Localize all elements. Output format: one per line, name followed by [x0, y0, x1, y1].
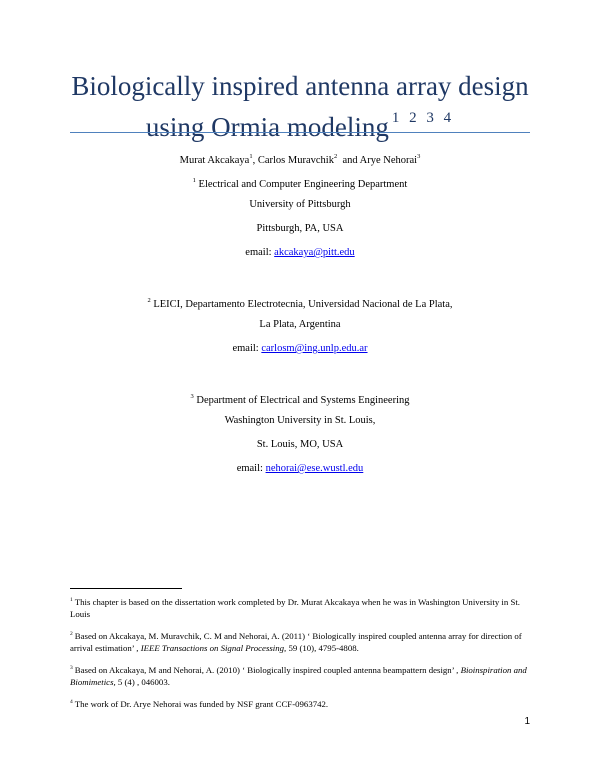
affiliation-1-email-label: email: [245, 247, 272, 258]
author-1-name: Murat Akcakaya [179, 155, 250, 166]
footnote-3-journal: Bioinspiration and Biomimetics, [70, 665, 527, 687]
affiliation-3-dept [40, 390, 560, 407]
affiliation-3-email-label: email: [236, 463, 263, 474]
author-3-name: Arye Nehorai [359, 155, 418, 166]
title-line-2 [40, 102, 560, 143]
title-divider [70, 132, 530, 133]
affiliation-2-mark: 2 [147, 297, 151, 304]
footnote-4-mark: 4 [70, 699, 73, 705]
footnote-4 [70, 696, 540, 710]
footnote-2 [70, 628, 540, 654]
affiliation-3-email-link[interactable]: nehorai@ese.wustl.edu [265, 463, 364, 474]
author-separator-2: and [342, 155, 358, 166]
affiliation-1-email-line [40, 246, 560, 259]
footnote-3-details: 5 (4) , 046003. [117, 677, 170, 687]
footnote-3 [70, 662, 540, 688]
affiliation-3-dept-text: Department of Electrical and Systems Engineering [196, 395, 410, 406]
footnote-divider [70, 588, 182, 589]
author-1-mark: 1 [249, 153, 253, 160]
affiliation-1-dept-text: Electrical and Computer Engineering Department [198, 179, 408, 190]
affiliation-2-email-link[interactable]: carlosm@ing.unlp.edu.ar [261, 343, 368, 354]
page-number: 1 [524, 716, 530, 727]
footnote-4-text: The work of Dr. Arye Nehorai was funded by NSF grant CCF-0963742. [74, 699, 329, 709]
footnote-3-text: Based on Akcakaya, M and Nehorai, A. (2010) ‘ Biologically inspired coupled antenna beampattern design’ , [74, 665, 459, 675]
footnote-2-text: Based on Akcakaya, M. Muravchik, C. M and Nehorai, A. (2011) ‘ Biologically inspired coupled antenna array for direction of arrival estimation’ , [70, 631, 522, 653]
title-line-2-text: using Ormia modeling [145, 112, 389, 142]
affiliation-2-email-label: email: [232, 343, 259, 354]
affiliation-3-university: Washington University in St. Louis, [224, 415, 376, 426]
footnote-1-text: This chapter is based on the dissertation work completed by Dr. Murat Akcakaya when he was in Washington University in St. Louis [70, 597, 520, 619]
affiliation-2-dept [40, 294, 560, 311]
author-separator-1: , [252, 155, 258, 166]
affiliation-1-mark: 1 [192, 177, 196, 184]
affiliation-2-location: La Plata, Argentina [259, 319, 341, 330]
affiliation-1-location: Pittsburgh, PA, USA [256, 223, 344, 234]
author-2-mark: 2 [333, 153, 338, 160]
author-line [40, 150, 560, 167]
affiliation-3-location: St. Louis, MO, USA [256, 439, 344, 450]
affiliation-3-mark: 3 [190, 393, 194, 400]
affiliation-2-email-line [40, 342, 560, 355]
affiliation-2-dept-text: LEICI, Departamento Electrotecnia, Universidad Nacional de La Plata, [153, 299, 453, 310]
affiliation-1-email-link[interactable]: akcakaya@pitt.edu [274, 247, 355, 258]
footnote-3-mark: 3 [70, 665, 73, 671]
affiliation-3-email-line [40, 462, 560, 475]
title-footnote-marks: 1 2 3 4 [391, 110, 455, 126]
footnote-1-mark: 1 [70, 597, 73, 603]
title-line-1: Biologically inspired antenna array design [71, 71, 529, 101]
footnote-2-mark: 2 [70, 631, 73, 637]
footnote-2-journal: IEEE Transactions on Signal Processing, [140, 643, 287, 653]
affiliation-1-university: University of Pittsburgh [249, 199, 351, 210]
affiliation-1-dept [40, 174, 560, 191]
footnote-1 [70, 594, 540, 620]
author-2-name: Carlos Muravchik [257, 155, 334, 166]
footnote-2-details: 59 (10), 4795-4808. [288, 643, 359, 653]
author-3-mark: 3 [417, 153, 421, 160]
